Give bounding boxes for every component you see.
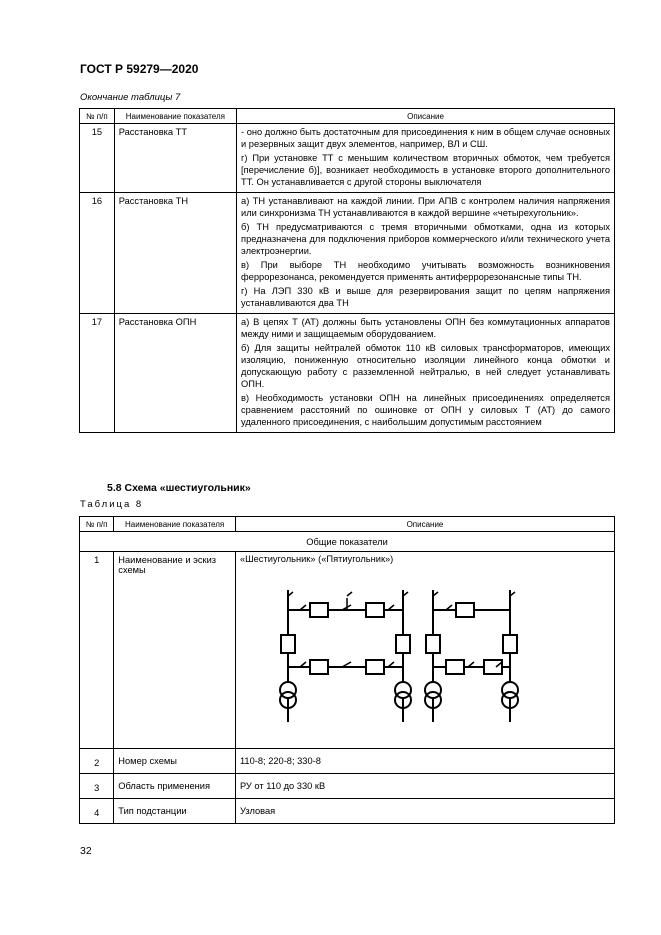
table-7 bbox=[79, 108, 615, 433]
description-paragraph: г) На ЛЭП 330 кВ и выше для резервирования защит по цепям напряжения устанавливаются два ТН bbox=[241, 286, 610, 308]
row-description: РУ от 110 до 330 кВ bbox=[235, 774, 614, 799]
hexagon-diagram bbox=[280, 590, 411, 722]
row-number: 3 bbox=[80, 774, 114, 799]
row-name: Расстановка ТТ bbox=[114, 124, 236, 193]
group-header: Общие показатели bbox=[80, 532, 615, 552]
row-description bbox=[237, 193, 615, 314]
table-row bbox=[80, 799, 615, 824]
hexagon-scheme-sketch bbox=[240, 574, 540, 724]
column-header-number: № п/п bbox=[80, 517, 114, 532]
table-row bbox=[80, 552, 615, 749]
row-name: Расстановка ОПН bbox=[114, 314, 236, 433]
row-description bbox=[237, 314, 615, 433]
description-paragraph: г) При установке ТТ с меньшим количеством вторичных обмоток, чем требуется [перечисление б)], возникает необходимость в установке второго дополнительного ТТ. Он устанавливается с другой стороны выключателя bbox=[241, 153, 610, 187]
pentagon-diagram bbox=[425, 590, 518, 722]
row-name: Область применения bbox=[114, 774, 236, 799]
group-header-row bbox=[80, 532, 615, 552]
description-paragraph: а) ТН устанавливают на каждой линии. При АПВ с контролем наличия напряжения или синхронизма ТН устанавливаются в каждой вершине «четырехугольник». bbox=[241, 196, 610, 218]
section-title: 5.8 Схема «шестиугольник» bbox=[107, 482, 251, 494]
row-description: 110-8; 220-8; 330-8 bbox=[235, 749, 614, 774]
table-row bbox=[80, 124, 615, 193]
row-name: Номер схемы bbox=[114, 749, 236, 774]
row-name: Тип подстанции bbox=[114, 799, 236, 824]
table-row bbox=[80, 749, 615, 774]
column-header-name: Наименование показателя bbox=[114, 517, 236, 532]
table-caption: Таблица 8 bbox=[80, 499, 144, 510]
table-row bbox=[80, 314, 615, 433]
description-paragraph: - оно должно быть достаточным для присоединения к ним в общем случае основных и резервных защит двух элементов, например, ВЛ и СШ. bbox=[241, 127, 610, 149]
table-8 bbox=[79, 516, 615, 824]
row-description bbox=[235, 552, 614, 749]
column-header-name: Наименование показателя bbox=[114, 109, 236, 124]
row-number: 17 bbox=[80, 314, 115, 433]
row-description bbox=[237, 124, 615, 193]
table-row bbox=[80, 774, 615, 799]
description-paragraph: в) При выборе ТН необходимо учитывать возможность возникновения феррорезонанса, рекомендуется применять антиферрорезонансные типы ТН. bbox=[241, 260, 610, 282]
column-header-description: Описание bbox=[235, 517, 614, 532]
row-number: 16 bbox=[80, 193, 115, 314]
description-paragraph: б) Для защиты нейтралей обмоток 110 кВ силовых трансформаторов, имеющих изоляцию, пониженную относительно изоляции линейного конца обмотки и допускающую работу с разземленной нейтралью, в ней следует устанавливать ОПН. bbox=[241, 343, 610, 389]
page-number: 32 bbox=[80, 845, 92, 857]
row-number: 4 bbox=[80, 799, 114, 824]
document-header: ГОСТ Р 59279—2020 bbox=[80, 62, 199, 76]
row-name: Наименование и эскиз схемы bbox=[114, 552, 236, 749]
table-row bbox=[80, 193, 615, 314]
row-number: 2 bbox=[80, 749, 114, 774]
scheme-title: «Шестиугольник» («Пятиугольник») bbox=[239, 554, 394, 564]
column-header-description: Описание bbox=[237, 109, 615, 124]
table-continuation-caption: Окончание таблицы 7 bbox=[80, 92, 181, 103]
row-name: Расстановка ТН bbox=[114, 193, 236, 314]
table-header-row bbox=[80, 517, 615, 532]
description-paragraph: б) ТН предусматриваются с тремя вторичными обмотками, одна из которых предназначена для подключения приборов коммерческого и/или технического учета электроэнергии. bbox=[241, 222, 610, 256]
description-paragraph: в) Необходимость установки ОПН на линейных присоединениях определяется сравнением расстояний по ошиновке от ОПН у силовых Т (АТ) до самого удаленного присоединения, с наибольшим допустимым расстоянием bbox=[241, 393, 610, 427]
table-header-row bbox=[80, 109, 615, 124]
row-description: Узловая bbox=[235, 799, 614, 824]
description-paragraph: а) В цепях Т (АТ) должны быть установлены ОПН без коммутационных аппаратов между ними и защищаемым оборудованием. bbox=[241, 317, 610, 339]
row-number: 1 bbox=[80, 552, 114, 749]
row-number: 15 bbox=[80, 124, 115, 193]
column-header-number: № п/п bbox=[80, 109, 115, 124]
